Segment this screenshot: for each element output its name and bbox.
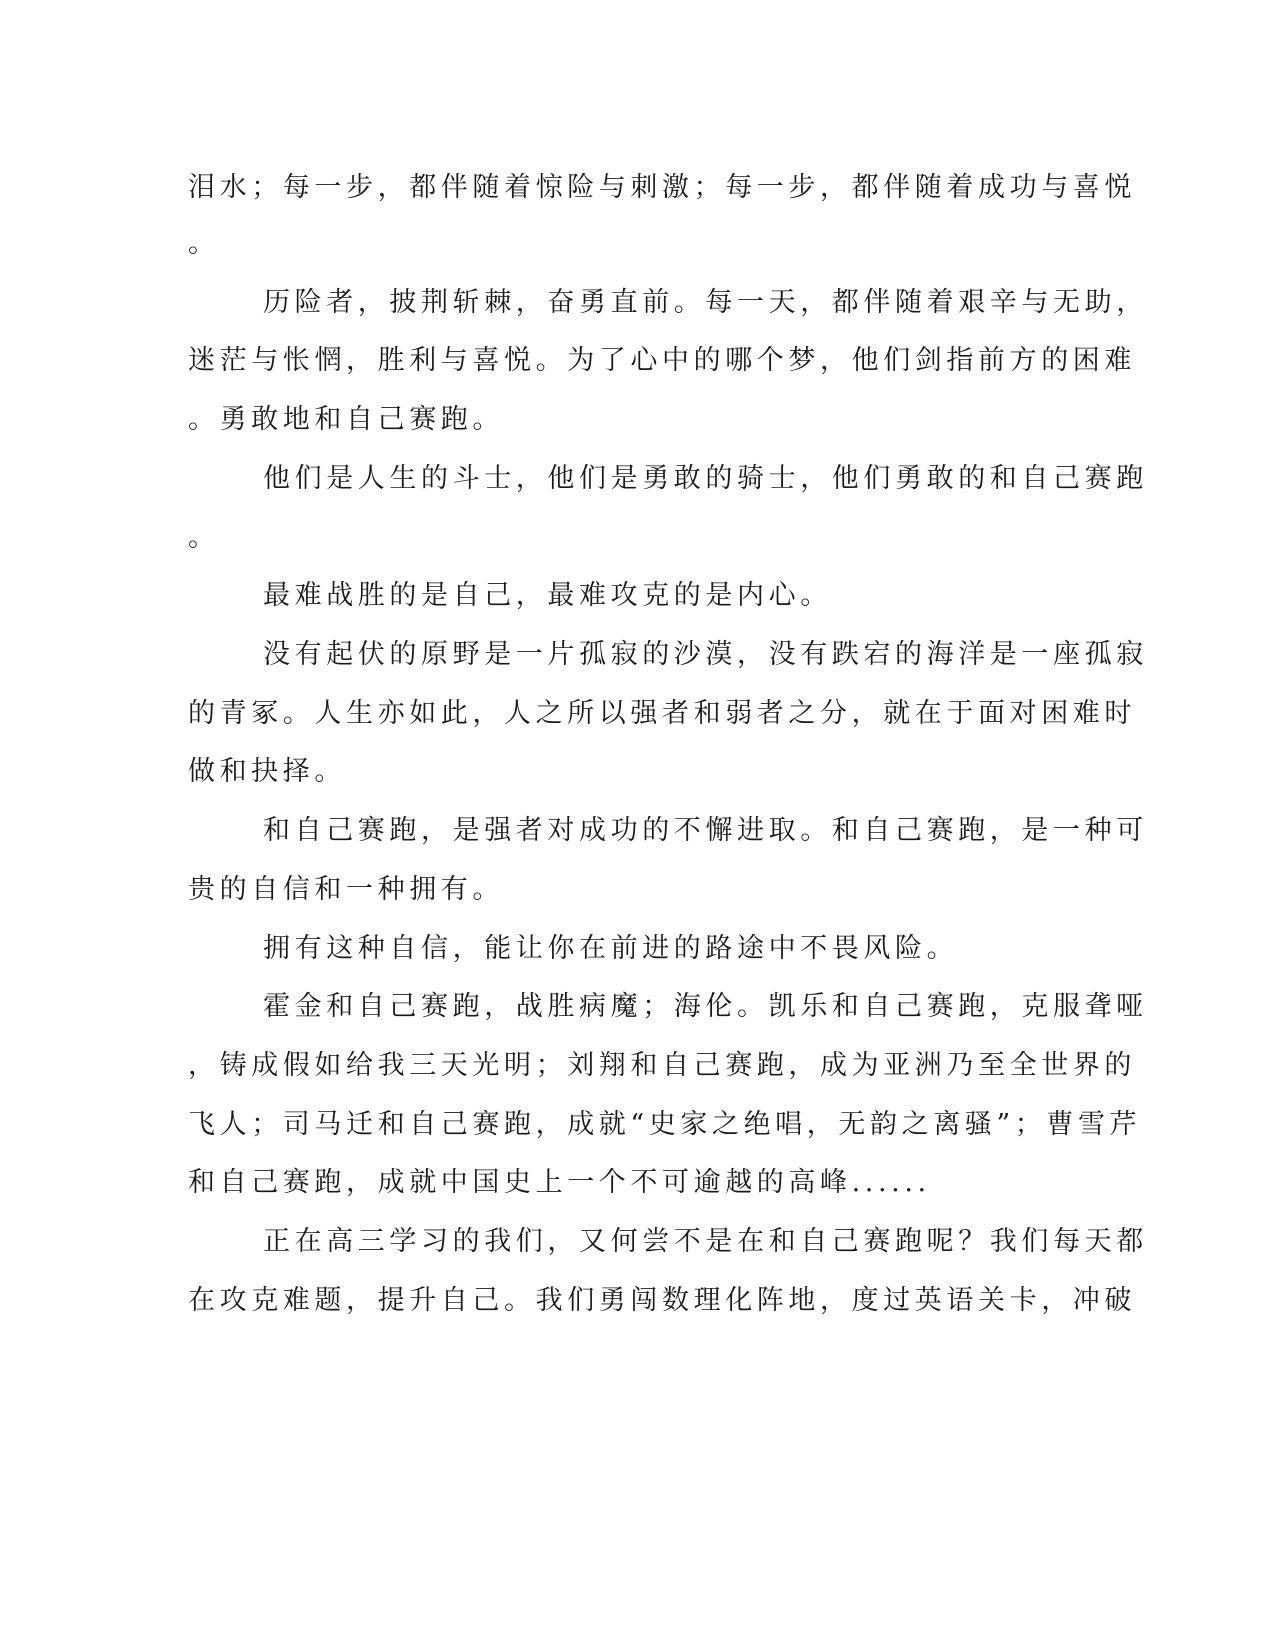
text-line: 迷茫与怅惘，胜利与喜悦。为了心中的哪个梦，他们剑指前方的困难 <box>188 345 1136 376</box>
paragraph-start-line: 霍金和自己赛跑，战胜病魔；海伦。凯乐和自己赛跑，克服聋哑 <box>263 991 1148 1022</box>
text-line: 贵的自信和一种拥有。 <box>188 874 504 905</box>
text-line: ，铸成假如给我三天光明；刘翔和自己赛跑，成为亚洲乃至全世界的 <box>188 1050 1136 1081</box>
paragraph-start-line: 他们是人生的斗士，他们是勇敢的骑士，他们勇敢的和自己赛跑 <box>263 463 1148 494</box>
text-line: 和自己赛跑，成就中国史上一个不可逾越的高峰...... <box>188 1167 931 1198</box>
paragraph-start-line: 历险者，披荆斩棘，奋勇直前。每一天，都伴随着艰辛与无助， <box>263 287 1148 318</box>
text-line: 。 <box>188 522 220 553</box>
paragraph-start-line: 和自己赛跑，是强者对成功的不懈进取。和自己赛跑，是一种可 <box>263 815 1148 846</box>
text-line: 。 <box>188 228 220 259</box>
text-line: 做和抉择。 <box>188 756 346 787</box>
text-line: 。勇敢地和自己赛跑。 <box>188 404 504 435</box>
paragraph-start-line: 没有起伏的原野是一片孤寂的沙漠，没有跌宕的海洋是一座孤寂 <box>263 639 1148 670</box>
paragraph-start-line: 最难战胜的是自己，最难攻克的是内心。 <box>263 580 832 611</box>
text-line: 在攻克难题，提升自己。我们勇闯数理化阵地，度过英语关卡，冲破 <box>188 1285 1136 1316</box>
paragraph-start-line: 正在高三学习的我们，又何尝不是在和自己赛跑呢？我们每天都 <box>263 1226 1148 1257</box>
text-line: 飞人；司马迁和自己赛跑，成就“史家之绝唱，无韵之离骚”；曹雪芹 <box>188 1109 1142 1140</box>
paragraph-start-line: 拥有这种自信，能让你在前进的路途中不畏风险。 <box>263 933 959 964</box>
text-line: 的青冢。人生亦如此，人之所以强者和弱者之分，就在于面对困难时 <box>188 698 1136 729</box>
text-line: 泪水；每一步，都伴随着惊险与刺激；每一步，都伴随着成功与喜悦 <box>188 172 1136 203</box>
